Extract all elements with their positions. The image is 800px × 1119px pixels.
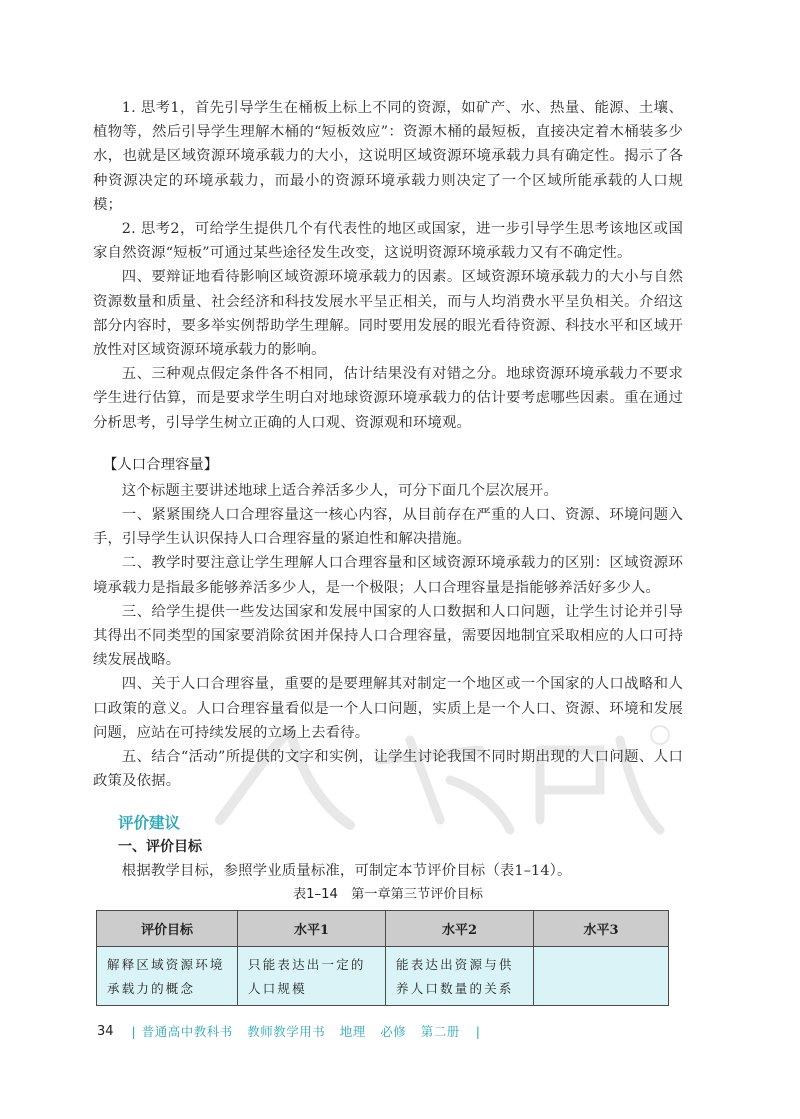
paragraph-mid-4: 四、关于人口合理容量，重要的是要理解其对制定一个地区或一个国家的人口战略和人口政策的意义。人口合理容量看似是一个人口问题，实质上是一个人口、资源、环境和发展问题，应站在可持续发展的立场上去看待。 (93, 676, 683, 741)
paragraph-mid-5: 五、结合“活动”所提供的文字和实例，让学生讨论我国不同时期出现的人口问题、人口政策及依据。 (93, 749, 683, 790)
table-cell-level-1: 只能表达出一定的人口规模 (238, 946, 386, 1005)
paragraph-mid-2: 二、教学时要注意让学生理解人口合理容量和区域资源环境承载力的区别：区域资源环境承载力是指最多能够养活多少人，是一个极限；人口合理容量是指能够养活好多少人。 (93, 555, 683, 596)
paragraph-mid-1: 一、紧紧围绕人口合理容量这一核心内容，从目前存在严重的人口、资源、环境问题入手，引导学生认识保持人口合理容量的紧迫性和解决措施。 (93, 507, 683, 548)
page-footer (97, 1022, 486, 1040)
table-header-goal: 评价目标 (97, 910, 238, 946)
paragraph-four: 四、要辩证地看待影响区域资源环境承载力的因素。区域资源环境承载力的大小与自然资源数量和质量、社会经济和科技发展水平呈正相关，而与人均消费水平呈负相关。介绍这部分内容时，要多举实例帮助学生理解。同时要用发展的眼光看待资源、科技水平和区域开放性对区域资源环境承载力的影响。 (93, 269, 683, 359)
section-title-evaluation: 评价建议 (118, 814, 181, 833)
main-content (93, 96, 683, 1006)
paragraph-evaluation-intro: 根据教学目标，参照学业质量标准，可制定本节评价目标（表1–14）。 (121, 863, 572, 880)
footer-book-part: 第二册 (420, 1024, 460, 1039)
table-header-row (97, 910, 669, 946)
table-cell-level-2: 能表达出资源与供养人口数量的关系 (386, 946, 534, 1005)
evaluation-table (96, 910, 669, 1006)
table-row (97, 946, 669, 1005)
paragraph-mid-3: 三、给学生提供一些发达国家和发展中国家的人口数据和人口问题，让学生讨论并引导其得出不同类型的国家要消除贫困并保持人口合理容量，需要因地制宜采取相应的人口可持续发展战略。 (93, 603, 683, 669)
footer-divider-right: | (475, 1023, 480, 1039)
paragraph-thinking-2: 2. 思考2，可给学生提供几个有代表性的地区或国家，进一步引导学生思考该地区或国家自然资源“短板”可通过某些途径发生改变，这说明资源环境承载力又有不确定性。 (93, 221, 683, 262)
table-cell-level-3 (534, 946, 669, 1005)
table-header-level-2: 水平2 (386, 910, 534, 946)
footer-divider-left: | (131, 1023, 136, 1039)
footer-book-part: 地理 (339, 1024, 366, 1039)
section-heading-population-capacity: 【人口合理容量】 (103, 456, 219, 473)
table-caption: 表1–14 第一章第三节评价目标 (292, 886, 483, 902)
footer-book-title (142, 1022, 470, 1040)
table-cell-goal: 解释区域资源环境承载力的概念 (97, 946, 238, 1005)
footer-book-part: 教师教学用书 (247, 1024, 326, 1039)
paragraph-thinking-1: 1. 思考1，首先引导学生在桶板上标上不同的资源，如矿产、水、热量、能源、土壤、植物等，然后引导学生理解木桶的“短板效应”：资源木桶的最短板，直接决定着木桶装多少水，也就是区域资源环境承载力的大小，这说明区域资源环境承载力具有确定性。揭示了各种资源决定的环境承载力，而最小的资源环境承载力则决定了一个区域所能承载的人口规模； (93, 100, 683, 213)
subtitle-evaluation-goals: 一、评价目标 (118, 839, 202, 856)
footer-book-part: 必修 (380, 1024, 407, 1039)
footer-book-part: 普通高中教科书 (141, 1024, 233, 1039)
page-number: 34 (97, 1023, 114, 1039)
paragraph-intro: 这个标题主要讲述地球上适合养活多少人，可分下面几个层次展开。 (121, 482, 559, 499)
paragraph-five: 五、三种观点假定条件各不相同，估计结果没有对错之分。地球资源环境承载力不要求学生进行估算，而是要求学生明白对地球资源环境承载力的估计要考虑哪些因素。重在通过分析思考，引导学生树立正确的人口观、资源观和环境观。 (93, 366, 683, 431)
table-header-level-3: 水平3 (534, 910, 669, 946)
table-header-level-1: 水平1 (238, 910, 386, 946)
